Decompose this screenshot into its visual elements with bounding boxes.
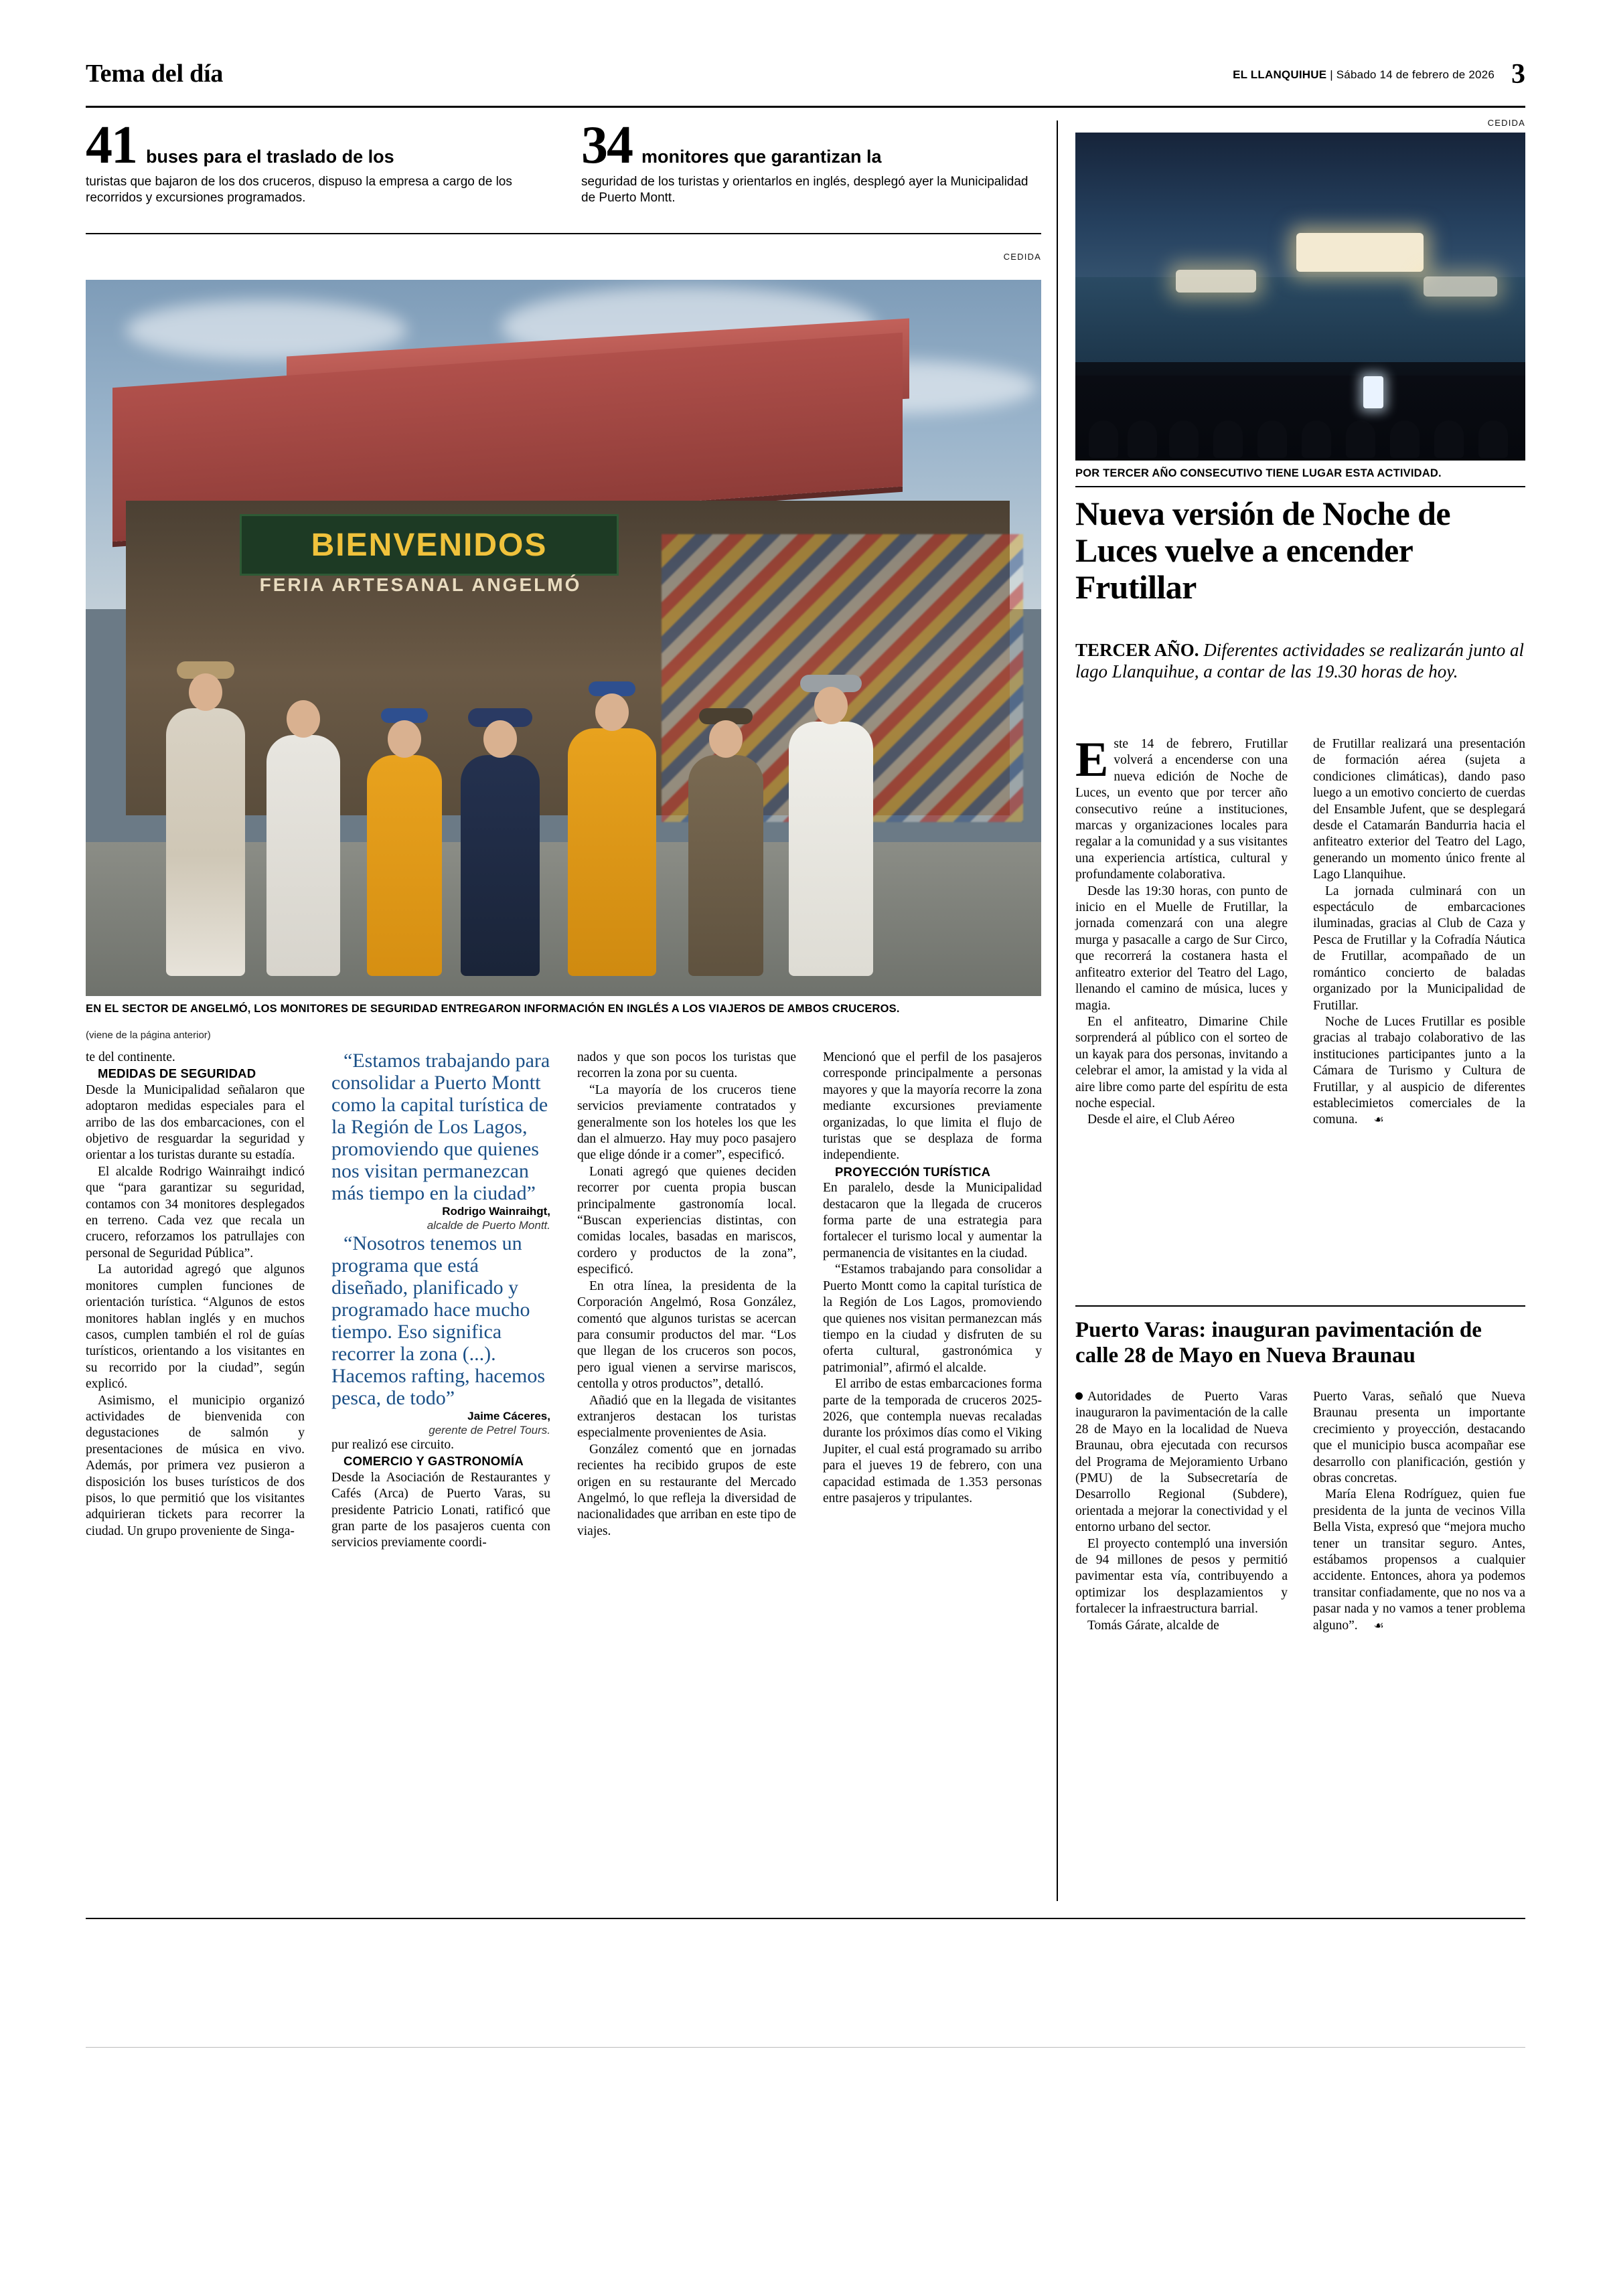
column-divider: [1057, 120, 1058, 1901]
photo-angelmo: [86, 280, 1041, 996]
spectator-silhouette: [1128, 420, 1157, 458]
spectator-silhouette: [1213, 420, 1243, 458]
stat-lead: monitores que garantizan la: [641, 147, 882, 167]
paragraph: Mencionó que el perfil de los pasajeros corresponde principalmente a personas mayores y que la mayoría recorre la zona mediante excursiones previamente organizadas, lo que limita el flujo de turistas que se desplaza de forma independiente.: [823, 1050, 1042, 1163]
photo-credit-right: CEDIDA: [1487, 118, 1525, 128]
paragraph: El arribo de estas embarcaciones forma parte de la temporada de cruceros 2025-2026, que contempla nuevas recaladas durante los próximos días como el Viking Jupiter, el cual está programado su arribo para el jueves 19 de febrero, con una capacidad estimada de 1.353 personas entre pasajeros y tripulantes.: [823, 1377, 1042, 1505]
spectator-silhouette: [1346, 420, 1375, 458]
attribution-role: alcalde de Puerto Montt.: [427, 1219, 550, 1232]
phone-screen: [1363, 376, 1383, 408]
head-shape: [483, 720, 517, 758]
welcome-sign-sub: FERIA ARTESANAL ANGELMÓ: [259, 574, 582, 595]
left-column-1: [86, 1050, 305, 1540]
left-region: [86, 116, 1041, 262]
paragraph-text: ste 14 de febrero, Frutillar volverá a encenderse con una nueva edición de Noche de Luces, un evento que por tercer año consecutivo reúne a instituciones, marcas y organizaciones locales para regalar a la comunidad y a sus visitantes una experiencia artística, cultural y profundamente colaborativa.: [1075, 737, 1288, 882]
paragraph: Puerto Varas, señaló que Nueva Braunau presenta un importante crecimiento y proyección, destacando que el municipio busca acompañar ese desarrollo con planificación, gestión y obras concretas.: [1313, 1390, 1525, 1486]
right-rule-2: [1075, 1305, 1525, 1307]
person-figure: [166, 708, 245, 976]
stat-number: 41: [86, 116, 137, 175]
spectator-silhouette: [1390, 420, 1420, 458]
photo-credit-main: CEDIDA: [1003, 252, 1041, 262]
spectator-silhouette: [1089, 420, 1118, 458]
stat-body: turistas que bajaron de los dos cruceros, dispuso la empresa a cargo de los recorridos y excursiones programados.: [86, 175, 512, 205]
masthead-separator: |: [1330, 68, 1333, 81]
paragraph: La autoridad agregó que algunos monitores cumplen funciones de orientación turística. “Algunos de estos monitores hablan inglés y en muchos casos, cumplen también el rol de guías turísticos, orientando a los visitantes en su recorrido por la ciudad”, según explicó.: [86, 1262, 305, 1392]
paragraph: nados y que son pocos los turistas que recorren la zona por su cuenta.: [577, 1050, 796, 1081]
spectator-silhouette: [1478, 420, 1508, 458]
left-article-columns: [86, 1050, 1041, 1906]
standfirst: [1075, 639, 1525, 682]
pull-quote: “Estamos trabajando para consolidar a Puerto Montt como la capital turística de la Región de Los Lagos, promoviendo que quienes nos visitan permanezcan más tiempo en la ciudad”: [331, 1050, 550, 1204]
bullet-icon: [1075, 1392, 1083, 1400]
right-column-2: [1313, 736, 1525, 1129]
paragraph: El alcalde Rodrigo Wainraihgt indicó que “para garantizar su seguridad, contamos con 34 monitores desplegados en terreno. Cada vez que recala un crucero, reforzamos los patrullajes con personal de Seguridad Pública”.: [86, 1164, 305, 1260]
paragraph-text: Noche de Luces Frutillar es posible gracias al trabajo colaborativo de las instituciones participantes junto a la Cámara de Turismo y Cultura de Frutillar, y al auspicio de diferentes establecimietos comerciales de la comuna.: [1313, 1014, 1525, 1127]
head-shape: [388, 720, 421, 758]
masthead-info: [1233, 68, 1495, 82]
paragraph: te del continente.: [86, 1050, 175, 1064]
jump-note: (viene de la página anterior): [86, 1030, 211, 1041]
person-monitor: [568, 728, 656, 976]
paragraph-text: Autoridades de Puerto Varas inauguraron la pavimentación de la calle 28 de Mayo en la localidad de Nueva Braunau, obra ejecutada con recursos del Programa de Mejoramiento Urbano (PMU) de la Subsecretaría de Desarrollo Regional (Subdere), orientada a mejorar la conectividad y el entorno urbano del sector.: [1075, 1390, 1288, 1535]
standfirst-text: Diferentes actividades se realizarán junto al lago Llanquihue, a contar de las 19.30 horas de hoy.: [1075, 640, 1524, 681]
paragraph: La jornada culminará con un espectáculo de embarcaciones iluminadas, gracias al Club de Caza y Pesca de Frutillar y la Cofradía Náutica de Frutillar, acompañado de un romántico concierto de baladas organizado por la Municipalidad de Frutillar.: [1313, 884, 1525, 1013]
head-shape: [287, 700, 320, 738]
headline-noche-de-luces: Nueva versión de Noche de Luces vuelve a encender Frutillar: [1075, 495, 1450, 606]
paragraph: [1313, 1014, 1525, 1129]
drop-cap: E: [1075, 732, 1109, 787]
header-rule: [86, 106, 1525, 108]
subheading: PROYECCIÓN TURÍSTICA: [835, 1164, 991, 1179]
spectator-silhouette: [1434, 420, 1464, 458]
paragraph: Desde la Asociación de Restaurantes y Cafés (Arca) de Puerto Varas, su presidente Patricio Lonati, ratificó que gran parte de los pasajeros cuenta con servicios previamente coordi-: [331, 1470, 550, 1550]
illuminated-boat: [1424, 276, 1497, 297]
issue-date: Sábado 14 de febrero de 2026: [1336, 68, 1495, 81]
right2-column-2: [1313, 1389, 1525, 1634]
person-figure: [461, 755, 540, 976]
paragraph: de Frutillar realizará una presentación de formación aérea (sujeta a condiciones climáticas), dando paso luego a un emotivo concierto de cuerdas del Ensamble Jufent, que se desplegará desde el Catamarán Bandurria hacia el anfiteatro exterior del Teatro del Lago, generando un momento único frente al Lago Llanquihue.: [1313, 737, 1525, 882]
right-article-columns: [1075, 732, 1525, 1265]
head-shape: [709, 720, 743, 758]
paragraph: “La mayoría de los cruceros tiene servicios previamente contratados y generalmente son los hoteles los que les dan el almuerzo. Hay muy poco pasajero que elige dónde ir a comer”, especificó.: [577, 1082, 796, 1163]
person-figure: [688, 755, 763, 976]
paragraph: Lonati agregó que quienes deciden recorrer por cuenta propia buscan principalmente gastronomía local. “Buscan experiencias distintas, con comidas locales, basadas en mariscos, cordero y productos de la zona”, especificó.: [577, 1164, 796, 1277]
stats-rule: [86, 233, 1041, 234]
attribution-name: Rodrigo Wainraihgt,: [442, 1205, 550, 1218]
masthead: [86, 59, 1525, 98]
person-monitor: [367, 755, 442, 976]
paragraph: Asimismo, el municipio organizó actividades de bienvenida con degustaciones de salmón y presentaciones de música en vivo. Además, por primera vez pusieron a disposición los buses turísticos de dos pisos, lo que permitió que los visitantes adquirieran tickets para recorrer la ciudad. Un grupo proveniente de Singa-: [86, 1393, 305, 1538]
head-shape: [595, 693, 629, 731]
illuminated-boat: [1176, 270, 1256, 293]
paragraph: pur realizó ese circuito.: [331, 1438, 454, 1452]
attribution-name: Jaime Cáceres,: [467, 1410, 550, 1422]
footer-rule-thin: [86, 2047, 1525, 2048]
photo-caption-main: EN EL SECTOR DE ANGELMÓ, LOS MONITORES DE SEGURIDAD ENTREGARON INFORMACIÓN EN INGLÉS A LOS VIAJEROS DE AMBOS CRUCEROS.: [86, 1003, 900, 1015]
paragraph: [1313, 1487, 1525, 1634]
paragraph: “Estamos trabajando para consolidar a Puerto Montt como la capital turística de la Región de Los Lagos, promoviendo que quienes nos visitan permanezcan más tiempo en la ciudad y disfruten de su oferta cultural, gastronómica y patrimonial”, afirmó el alcalde.: [823, 1262, 1042, 1375]
subheading: COMERCIO Y GASTRONOMÍA: [343, 1454, 524, 1469]
spectator-silhouette: [1257, 420, 1287, 458]
paragraph: Desde las 19:30 horas, con punto de inicio en el Muelle de Frutillar, la jornada comenzará con una alegre murga y pasacalle a cargo de Sur Circo, que recorrerá la costanera hasta el anfiteatro exterior del Teatro del Lago, llenando el camino de música, luces y magia.: [1075, 884, 1288, 1013]
photo-caption-right: POR TERCER AÑO CONSECUTIVO TIENE LUGAR ESTA ACTIVIDAD.: [1075, 467, 1442, 479]
pull-quote-attribution: [331, 1204, 550, 1232]
paragraph: En otra línea, la presidenta de la Corporación Angelmó, Rosa González, comentó que algunos turistas se acercan para consumir productos del mar. “Los que llegan de los cruceros son pocos, pero igual vienen a servirse mariscos, centolla y otros productos”, detalló.: [577, 1279, 796, 1392]
spectator-silhouette: [1169, 420, 1199, 458]
paragraph-text: María Elena Rodríguez, quien fue presidenta de la junta de vecinos Villa Bella Vista, expresó que “mejora mucho tener un transitar seguro. Antes, estábamos propensos a cualquier accidente. Entonces, ahora ya podemos transitar confiadamente, que no nos va a pasar nada y no vamos a tener problema alguno”.: [1313, 1487, 1525, 1633]
paper-name: EL LLANQUIHUE: [1233, 68, 1327, 81]
paragraph: En el anfiteatro, Dimarine Chile sorprenderá al público con el sorteo de un kayak para dos personas, invitando a celebrar el amor, la amistad y la vida al aire libre como parte del espíritu de esta noche especial.: [1075, 1014, 1288, 1111]
attribution-role: gerente de Petrel Tours.: [429, 1424, 550, 1437]
paragraph: González comentó que en jornadas recientes ha recibido grupos de este origen en su restaurante del Mercado Angelmó, lo que refleja la diversidad de nacionalidades que arriban en este tipo de viajes.: [577, 1442, 796, 1538]
right-article-2-columns: [1075, 1389, 1525, 1898]
right-column-1: [1075, 732, 1288, 1129]
person-figure: [266, 735, 340, 976]
stats-row: [86, 116, 1041, 234]
end-mark-icon: ☙: [1373, 1619, 1384, 1632]
spectator-silhouette: [1302, 420, 1331, 458]
stat-body: seguridad de los turistas y orientarlos en inglés, desplegó ayer la Municipalidad de Puerto Montt.: [581, 175, 1028, 205]
subheading: MEDIDAS DE SEGURIDAD: [98, 1066, 256, 1081]
standfirst-lead: TERCER AÑO.: [1075, 640, 1199, 660]
stat-block-monitores: [581, 116, 1043, 206]
head-shape: [189, 673, 222, 711]
page-number: 3: [1511, 59, 1525, 90]
illuminated-boat: [1296, 233, 1424, 272]
paragraph: Desde el aire, el Club Aéreo: [1087, 1113, 1235, 1127]
section-title: Tema del día: [86, 60, 224, 88]
head-shape: [814, 687, 848, 724]
pull-quote: “Nosotros tenemos un programa que está diseñado, planificado y programado hace mucho tiempo. Eso significa recorrer la zona (...). Hacemos rafting, hacemos pesca, de todo”: [331, 1232, 546, 1409]
paragraph-with-dropcap: [1075, 732, 1288, 884]
right2-column-1: [1075, 1389, 1288, 1634]
stat-number: 34: [581, 116, 632, 175]
left-column-3: [577, 1050, 796, 1540]
headline-puerto-varas: Puerto Varas: inauguran pavimentación de calle 28 de Mayo en Nueva Braunau: [1075, 1318, 1482, 1368]
footer-rule: [86, 1918, 1525, 1919]
stat-lead: buses para el traslado de los: [146, 147, 394, 167]
welcome-sign: BIENVENIDOS: [240, 514, 619, 576]
pull-quote-attribution: [331, 1409, 550, 1437]
person-figure: [789, 722, 873, 976]
paragraph: Tomás Gárate, alcalde de: [1087, 1618, 1219, 1633]
right-rule-1: [1075, 486, 1525, 487]
end-mark-icon: ☙: [1373, 1113, 1384, 1127]
stat-block-buses: [86, 116, 548, 206]
paragraph: Desde la Municipalidad señalaron que adoptaron medidas especiales para el arribo de las dos embarcaciones, con el objetivo de resguardar la seguridad y orientar a los turistas durante su estadía.: [86, 1082, 305, 1163]
paragraph: Añadió que en la llegada de visitantes extranjeros destacan los turistas especialmente provenientes de Asia.: [577, 1393, 796, 1441]
left-column-4: [823, 1050, 1042, 1507]
paragraph: El proyecto contempló una inversión de 94 millones de pesos y permitió pavimentar esta vía, contribuyendo a optimizar los desplazamientos y fortalecer la infraestructura barrial.: [1075, 1536, 1288, 1617]
paragraph: En paralelo, desde la Municipalidad destacaron que la llegada de cruceros forma parte de una estrategia para fortalecer el turismo local y aumentar la permanencia de visitantes en la ciudad.: [823, 1181, 1042, 1260]
left-column-2: [331, 1050, 550, 1552]
photo-noche-de-luces: [1075, 133, 1525, 461]
paragraph: [1075, 1389, 1288, 1536]
